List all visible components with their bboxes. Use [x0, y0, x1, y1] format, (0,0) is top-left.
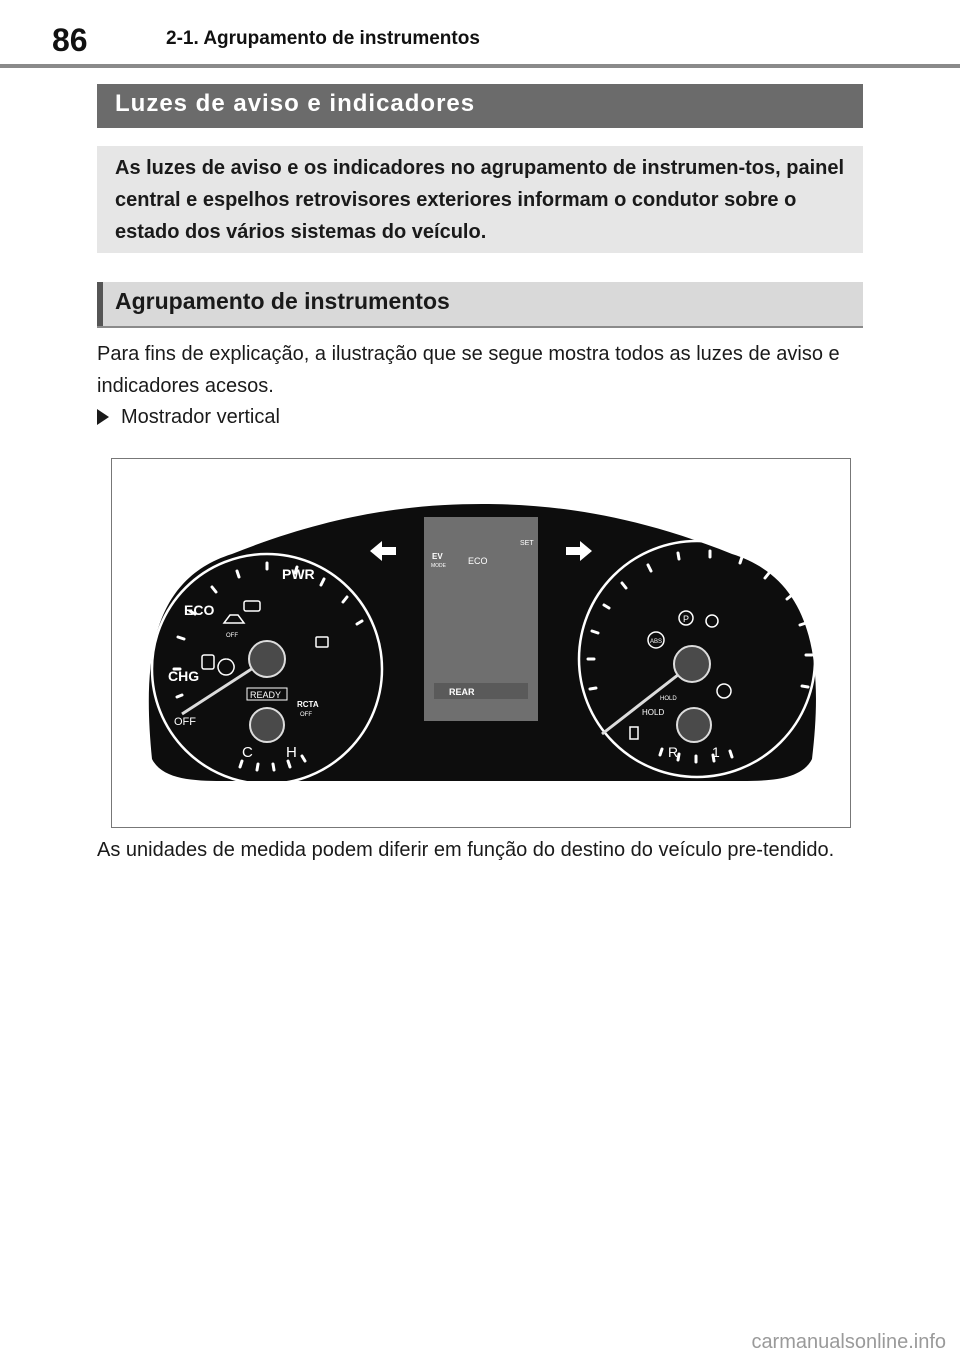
pwr-label: PWR — [282, 566, 315, 582]
explanation-paragraph: Para fins de explicação, a ilustração que se segue mostra todos as luzes de aviso e indicadores acesos. — [97, 343, 840, 397]
indicator-off-text: OFF — [226, 633, 238, 639]
heading-accent-bar — [97, 282, 103, 326]
set-label: SET — [520, 540, 534, 547]
bullet-item — [97, 406, 280, 429]
subsection-heading — [97, 282, 863, 328]
park-label: P — [683, 614, 690, 624]
center-eco-label: ECO — [468, 556, 488, 566]
ev-label: EV — [432, 552, 443, 561]
power-gauge-hub — [249, 641, 285, 677]
brake-hold-label: HOLD — [660, 696, 677, 702]
chg-label: CHG — [168, 668, 200, 684]
rear-label: REAR — [449, 687, 475, 697]
off-label: OFF — [174, 716, 196, 728]
chapter-title: 2-1. Agrupamento de instrumentos — [166, 28, 480, 49]
rcta-text: RCTA — [297, 700, 319, 709]
bullet-text: Mostrador vertical — [121, 406, 280, 428]
page-number: 86 — [52, 22, 88, 58]
speedometer-hub — [674, 646, 710, 682]
watermark: carmanualsonline.info — [751, 1331, 946, 1353]
rcta-off-text: OFF — [300, 712, 312, 718]
abs-label: ABS — [650, 639, 663, 645]
intro-text: As luzes de aviso e os indicadores no agrupamento de instrumen-tos, painel central e espelhos retrovisores exteriores informam o condutor sobre o estado dos vários sistemas do veículo. — [115, 157, 845, 243]
ready-text: READY — [250, 690, 282, 700]
intro-box — [97, 146, 863, 253]
instrument-cluster-illustration — [112, 459, 850, 827]
mode-label: MODE — [431, 563, 446, 569]
units-note: As unidades de medida podem diferir em função do destino do veículo pre-tendido. — [97, 839, 835, 861]
section-title: Luzes de aviso e indicadores — [115, 90, 476, 117]
reverse-label: R — [668, 744, 679, 760]
cluster-figure — [111, 458, 851, 828]
section-banner — [97, 84, 863, 128]
shift-indicator-hub — [677, 708, 711, 742]
cold-label: C — [242, 744, 253, 761]
hold-label: HOLD — [642, 708, 665, 717]
temp-gauge-hub — [250, 708, 284, 742]
subsection-title: Agrupamento de instrumentos — [115, 288, 450, 314]
eco-label: ECO — [184, 602, 215, 618]
triangle-bullet-icon — [97, 409, 109, 425]
hot-label: H — [286, 744, 297, 761]
gear-one-label: 1 — [712, 744, 720, 760]
header-rule — [0, 64, 960, 68]
